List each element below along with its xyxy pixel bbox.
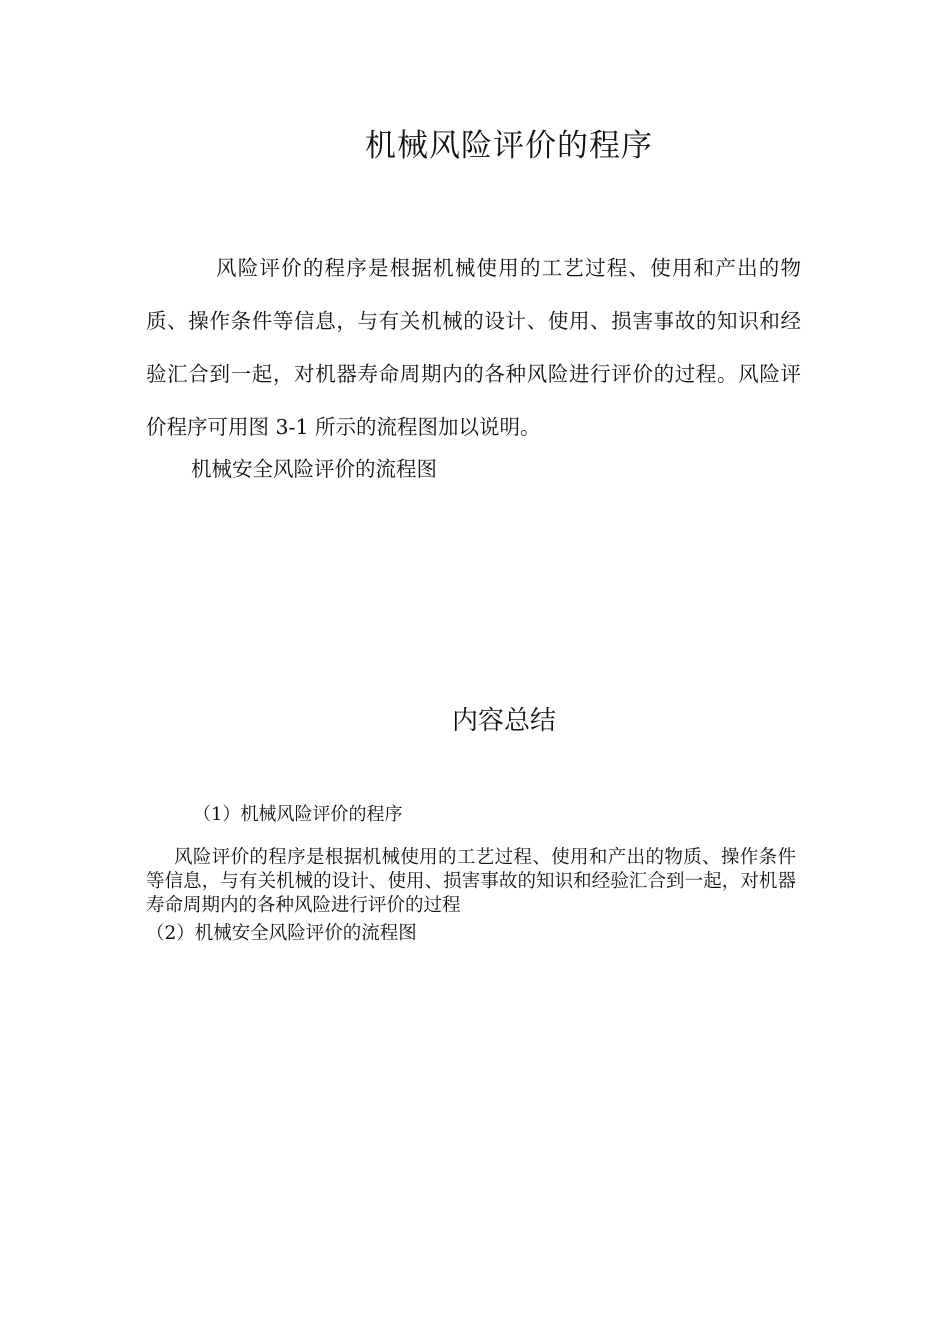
summary-item-1: （1）机械风险评价的程序 (193, 804, 403, 825)
summary-title: 内容总结 (451, 706, 556, 736)
body-paragraph: 风险评价的程序是根据机械使用的工艺过程、使用和产出的物质、操作条件等信息，与有关机械的设计、使用、损害事故的知识和经验汇合到一起，对机器寿命周期内的各种风险进行评价的过程。风险评价程序可用图 3-1 所示的流程图加以说明。 (146, 256, 801, 439)
figure-caption: 机械安全风险评价的流程图 (191, 457, 437, 481)
document-title: 机械风险评价的程序 (365, 128, 653, 164)
summary-paragraph: 风险评价的程序是根据机械使用的工艺过程、使用和产出的物质、操作条件等信息，与有关机械的设计、使用、损害事故的知识和经验汇合到一起，对机器寿命周期内的各种风险进行评价的过程 (146, 847, 796, 916)
summary-item-2: （2）机械安全风险评价的流程图 (146, 923, 417, 944)
